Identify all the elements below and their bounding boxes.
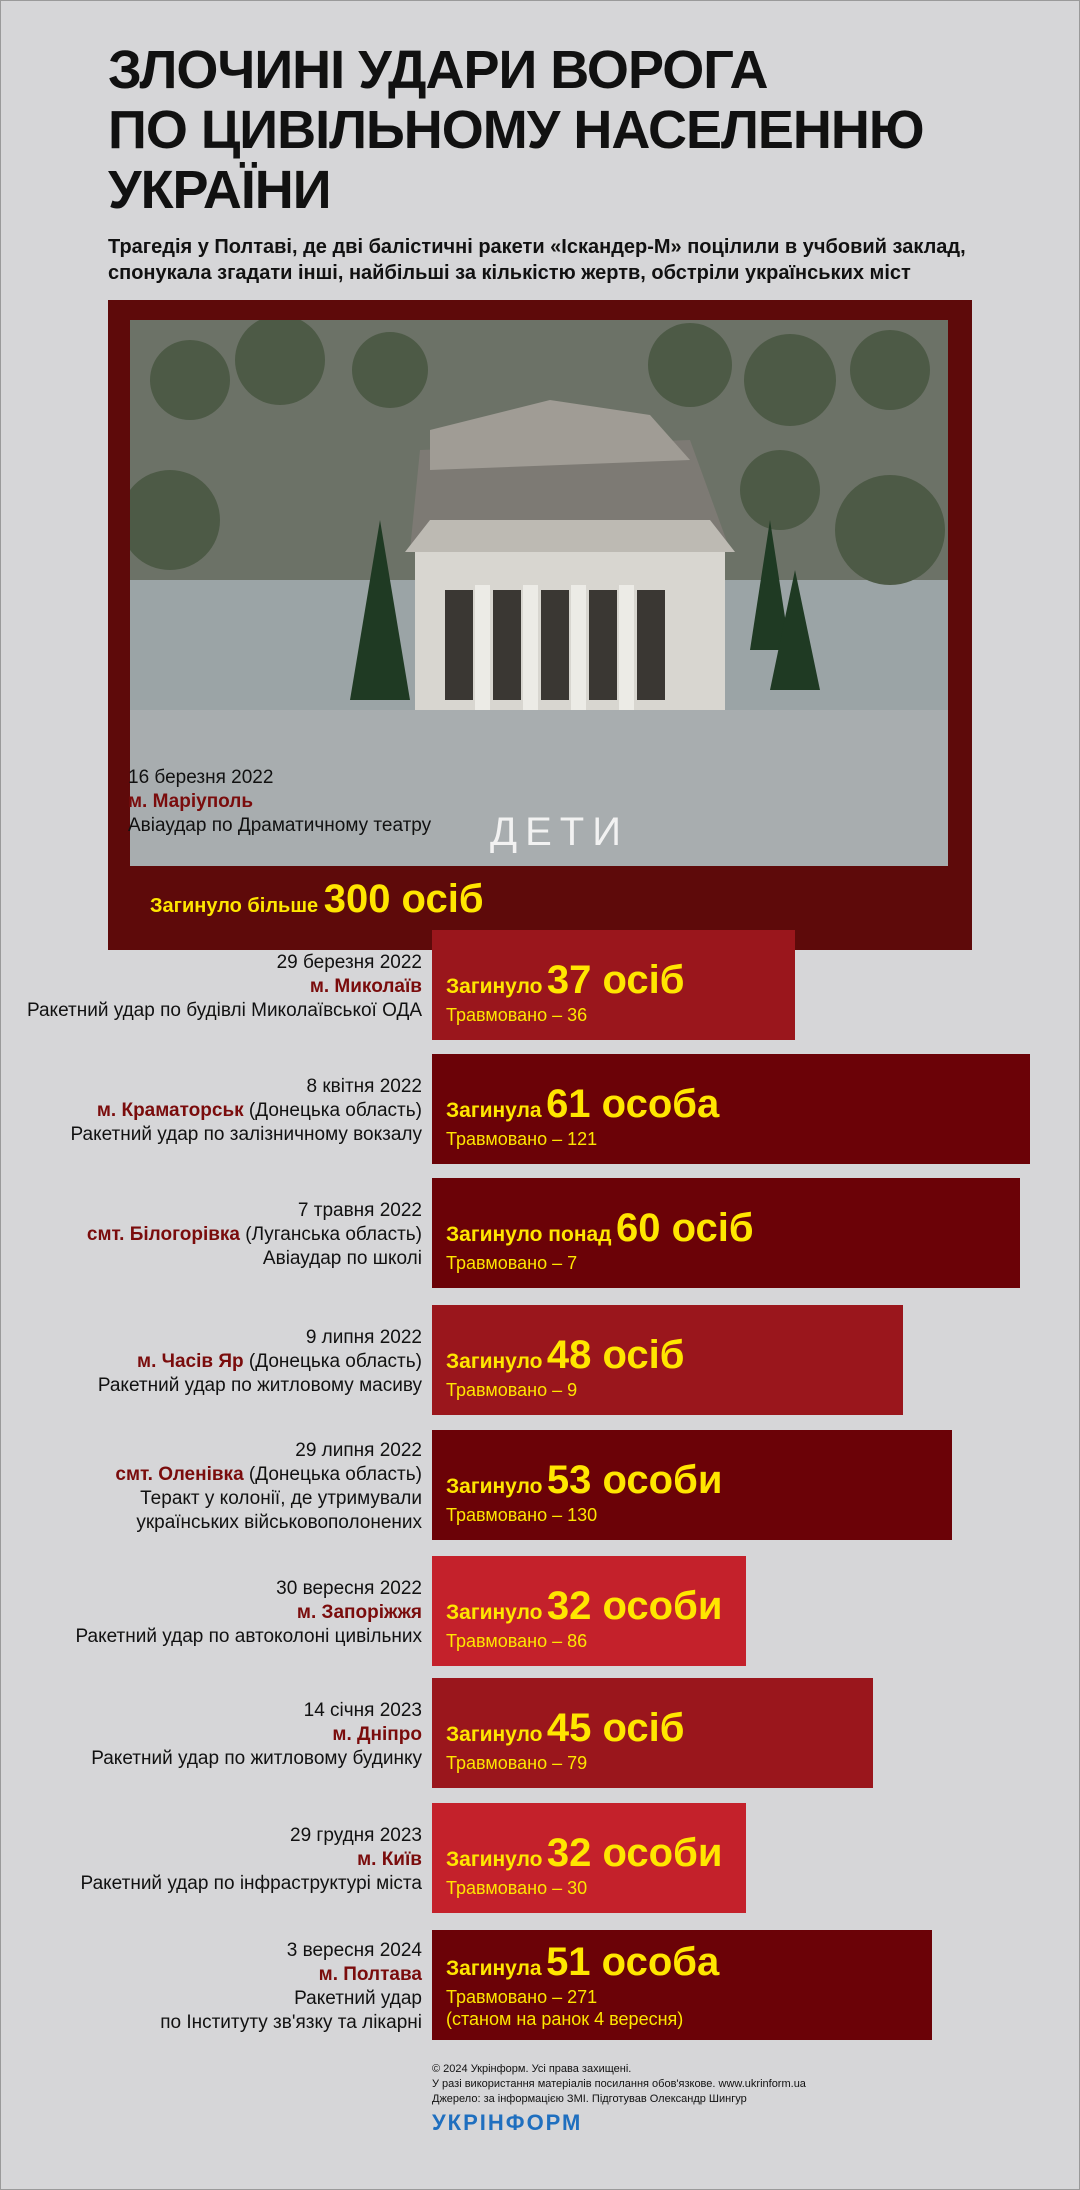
event-detail: Ракетний удар по житловому будинку [91, 1748, 422, 1769]
hero-description: Авіаудар по Драматичному театру [128, 815, 432, 836]
injured-count: Травмовано – 79 [446, 1753, 588, 1773]
casualty-bar [432, 1930, 932, 2040]
killed-label: Загинуло [446, 1350, 543, 1373]
event-detail: Ракетний удар по інфраструктурі міста [80, 1873, 422, 1894]
event-detail: Ракетний удар по автоколоні цивільних [75, 1626, 422, 1647]
hero-city: м. Маріуполь [128, 791, 254, 812]
injured-count: Травмовано – 7 [446, 1253, 578, 1273]
event-description [2, 1075, 422, 1147]
event-location [2, 1601, 422, 1625]
killed-count [446, 1206, 754, 1251]
event-city: смт. Білогорівка [86, 1224, 240, 1245]
event-date: 29 липня 2022 [295, 1440, 422, 1461]
killed-label: Загинуло [446, 1848, 543, 1871]
injured-count: Травмовано – 9 [446, 1380, 578, 1400]
event-region: (Донецька область) [243, 1464, 422, 1485]
event-location [2, 1099, 422, 1123]
killed-count [446, 1082, 719, 1127]
killed-label: Загинуло [446, 1475, 543, 1498]
killed-value: 51 особа [546, 1940, 720, 1984]
event-date: 9 липня 2022 [305, 1327, 422, 1348]
event-description [2, 1577, 422, 1649]
event-city: м. Полтава [318, 1964, 422, 1985]
event-date: 7 травня 2022 [297, 1200, 422, 1221]
event-date: 8 квітня 2022 [306, 1076, 422, 1097]
killed-value: 48 осіб [546, 1333, 685, 1377]
footer-source: Джерело: за інформацією ЗМІ. Підготував Олександр Шингур [432, 2093, 747, 2105]
killed-count [446, 1831, 722, 1876]
event-city: м. Краматорськ [96, 1100, 244, 1121]
injured-count: Травмовано – 36 [446, 1005, 588, 1025]
injured-count: Травмовано – 130 [446, 1505, 598, 1525]
killed-value: 37 осіб [546, 958, 685, 1002]
event-description [2, 1699, 422, 1771]
event-detail: Авіаудар по школі [262, 1248, 422, 1269]
event-description [2, 1326, 422, 1398]
injured-count: Травмовано – 30 [446, 1878, 588, 1898]
killed-label: Загинуло [446, 1601, 543, 1624]
casualty-bar [432, 1803, 746, 1913]
event-date: 29 березня 2022 [276, 952, 422, 973]
event-detail: Ракетний удар по Інституту зв'язку та лікарні [160, 1988, 422, 2033]
casualty-bar [432, 1054, 1030, 1164]
event-region: (Донецька область) [243, 1100, 422, 1121]
killed-label: Загинуло [446, 975, 543, 998]
killed-value: 53 особи [546, 1458, 723, 1502]
killed-count [446, 958, 685, 1003]
killed-count [446, 1940, 719, 1985]
page-title: ЗЛОЧИНІ УДАРИ ВОРОГА ПО ЦИВІЛЬНОМУ НАСЕЛЕННЮ УКРАЇНИ [108, 40, 924, 220]
casualty-bar [432, 930, 795, 1040]
killed-label: Загинуло понад [446, 1223, 612, 1246]
event-city: м. Дніпро [332, 1724, 422, 1745]
casualty-bar [432, 1430, 952, 1540]
event-location [2, 1223, 422, 1247]
event-location [2, 1848, 422, 1872]
event-detail: Ракетний удар по житловому масиву [97, 1375, 422, 1396]
event-detail: Ракетний удар по будівлі Миколаївської ОДА [26, 1000, 422, 1021]
event-date: 30 вересня 2022 [276, 1578, 422, 1599]
event-detail: Ракетний удар по залізничному вокзалу [70, 1124, 422, 1145]
event-location [2, 1350, 422, 1374]
footer-copyright: © 2024 Укрінформ. Усі права захищені. [432, 2063, 632, 2075]
killed-label: Загинула [446, 1957, 542, 1980]
event-city: м. Миколаїв [309, 976, 422, 997]
killed-value: 32 особи [546, 1584, 723, 1628]
injured-count: Травмовано – 121 [446, 1129, 598, 1149]
event-location [2, 975, 422, 999]
event-description [2, 1824, 422, 1896]
killed-label: Загинула [446, 1099, 542, 1122]
killed-label: Загинуло [446, 1723, 543, 1746]
killed-value: 32 особи [546, 1831, 723, 1875]
ukrinform-logo: УКРІНФОРМ [432, 2110, 583, 2135]
footer-credits [432, 2062, 1032, 2107]
casualty-bar [432, 1556, 746, 1666]
footer-usage: У разі використання матеріалів посилання обов'язкове. www.ukrinform.ua [432, 2078, 806, 2090]
killed-value: 60 осіб [615, 1206, 754, 1250]
injured-count: Травмовано – 86 [446, 1631, 588, 1651]
event-city: смт. Оленівка [115, 1464, 244, 1485]
injured-count: Травмовано – 271 (станом на ранок 4 вересня) [446, 1987, 684, 2029]
event-region: (Луганська область) [239, 1224, 422, 1245]
event-description [2, 1939, 422, 2035]
hero-date: 16 березня 2022 [128, 767, 274, 788]
killed-count [446, 1584, 722, 1629]
event-location [2, 1723, 422, 1747]
event-city: м. Часів Яр [137, 1351, 244, 1372]
event-city: м. Запоріжжя [296, 1602, 422, 1623]
hero-killed-label: Загинуло більше [150, 895, 319, 917]
killed-count [446, 1706, 685, 1751]
event-date: 29 грудня 2023 [290, 1825, 422, 1846]
killed-value: 45 осіб [546, 1706, 685, 1750]
event-description [2, 1439, 422, 1535]
event-location [2, 1463, 422, 1487]
killed-count [446, 1333, 685, 1378]
casualty-bar [432, 1678, 873, 1788]
page-subtitle: Трагедія у Полтаві, де дві балістичні ракети «Іскандер-М» поцілили в учбовий заклад, спонукала згадати інші, найбільші за кількістю жертв, обстріли українських міст [108, 236, 966, 284]
killed-value: 61 особа [546, 1082, 720, 1126]
event-date: 14 січня 2023 [303, 1700, 422, 1721]
event-location [2, 1963, 422, 1987]
event-description [2, 1199, 422, 1271]
event-description [2, 951, 422, 1023]
event-date: 3 вересня 2024 [286, 1940, 422, 1961]
event-city: м. Київ [357, 1849, 422, 1870]
event-detail: Теракт у колонії, де утримували українських військовополонених [136, 1488, 422, 1533]
casualty-bar [432, 1305, 903, 1415]
killed-count [446, 1458, 722, 1503]
casualty-bar [432, 1178, 1020, 1288]
hero-killed-value: 300 осіб [323, 877, 484, 921]
event-region: (Донецька область) [243, 1351, 422, 1372]
photo-ground-text: ДЕТИ [490, 810, 629, 854]
